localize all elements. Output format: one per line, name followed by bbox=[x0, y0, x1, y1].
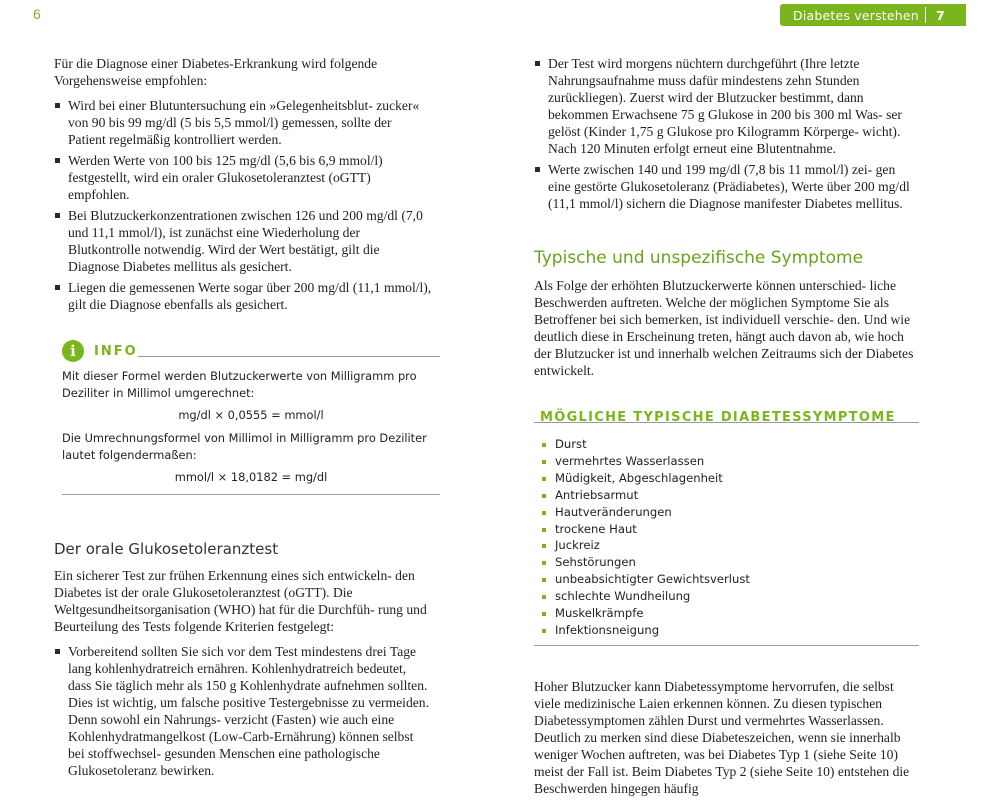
ogtt-list bbox=[54, 643, 432, 779]
ogtt-heading: Der orale Glukosetoleranztest bbox=[54, 540, 279, 558]
info-box bbox=[62, 340, 440, 495]
formula-mmol-to-mg: mmol/l × 18,0182 = mg/dl bbox=[174, 470, 328, 484]
info-text-2: Die Umrechnungsformel von Millimol in Milligramm pro Deziliter lautet folgendermaßen: bbox=[62, 431, 427, 462]
symptoms-box-title: MÖGLICHE TYPISCHE DIABETESSYMPTOME bbox=[540, 410, 896, 425]
info-title: INFO bbox=[94, 344, 138, 359]
left-page-number: 6 bbox=[33, 6, 41, 22]
right-column-bottom bbox=[534, 678, 918, 797]
left-column-top bbox=[54, 55, 432, 317]
list-item: Antriebsarmut bbox=[534, 487, 919, 504]
list-item: unbeabsichtigter Gewichtsverlust bbox=[534, 571, 919, 588]
chapter-title: Diabetes verstehen bbox=[793, 7, 919, 23]
info-top-rule bbox=[138, 356, 440, 357]
symptoms-intro: Als Folge der erhöhten Blutzuckerwerte können unterschied- liche Beschwerden auftreten. Welche der möglichen Symptome Sie als Betroffener bei sich bemerken, ist individuell verschie- den. Und wie deutlich diese in Erscheinung treten, hängt auch davon ab, wie hoch der Blutzucker ist und innerhalb welchen Zeitraums sich der Diabetes entwickelt. bbox=[534, 278, 914, 378]
list-item: Liegen die gemessenen Werte sogar über 200 mg/dl (11,1 mmol/l), gilt die Diagnose ebenfalls als gesichert. bbox=[54, 279, 432, 313]
chapter-header-tab bbox=[780, 4, 966, 26]
diagnosis-intro: Für die Diagnose einer Diabetes-Erkrankung wird folgende Vorgehensweise empfohlen: bbox=[54, 56, 378, 88]
info-text-1: Mit dieser Formel werden Blutzuckerwerte von Milligramm pro Deziliter in Millimol umgerechnet: bbox=[62, 369, 417, 400]
info-bottom-rule bbox=[62, 494, 440, 495]
list-item: Durst bbox=[534, 436, 919, 453]
symptoms-closing-paragraph: Hoher Blutzucker kann Diabetessymptome hervorrufen, die selbst viele medizinische Laien erkennen können. Zu diesen typischen Diabetessymptomen zählen Durst und vermehrtes Wasserlassen. Deutlich zu merken sind diese Diabeteszeichen, wenn sie innerhalb weniger Wochen auftreten, was bei Diabetes Typ 1 (siehe Seite 10) meist der Fall ist. Beim Diabetes Typ 2 (siehe Seite 10) entstehen die Beschwerden hingegen häufig bbox=[534, 679, 910, 796]
list-item: Sehstörungen bbox=[534, 554, 919, 571]
list-item: Müdigkeit, Abgeschlagenheit bbox=[534, 470, 919, 487]
info-header bbox=[62, 340, 440, 364]
diagnosis-list bbox=[54, 97, 432, 313]
list-item: Bei Blutzuckerkonzentrationen zwischen 126 und 200 mg/dl (7,0 und 11,1 mmol/l), ist zunächst eine Wiederholung der Blutkontrolle notwendig. Wird der Wert bestätigt, gilt die Diagnose Diabetes mellitus als gesichert. bbox=[54, 207, 432, 275]
list-item: Wird bei einer Blutuntersuchung ein »Gelegenheitsblut- zucker« von 90 bis 99 mg/dl (5 bis 5,5 mmol/l) gemessen, sollte der Patient regelmäßig kontrolliert werden. bbox=[54, 97, 432, 148]
list-item: Juckreiz bbox=[534, 537, 919, 554]
symptoms-box bbox=[534, 408, 919, 646]
list-item: Werden Werte von 100 bis 125 mg/dl (5,6 bis 6,9 mmol/l) festgestellt, wird ein oraler Glukosetoleranztest (oGTT) empfohlen. bbox=[54, 152, 432, 203]
list-item: trockene Haut bbox=[534, 521, 919, 538]
list-item: Infektionsneigung bbox=[534, 622, 919, 639]
ogtt-intro: Ein sicherer Test zur frühen Erkennung eines sich entwickeln- den Diabetes ist der orale Glukosetoleranztest (oGTT). Die Weltgesundheitsorganisation (WHO) hat für die Durchfüh- rung und Beurteilung des Tests folgende Kriterien festgelegt: bbox=[54, 568, 427, 634]
left-column-bottom bbox=[54, 567, 432, 783]
symptoms-heading: Typische und unspezifische Symptome bbox=[534, 248, 864, 268]
list-item: Vorbereitend sollten Sie sich vor dem Test mindestens drei Tage lang kohlenhydratreich ernähren. Kohlenhydratreich bedeutet, dass Sie täglich mehr als 150 g Kohlenhydrate aufnehmen sollten. Dies ist wichtig, um falsche positive Testergebnisse zu vermeiden. Denn sowohl ein Nahrungs- verzicht (Fasten) wie auch eine Kohlenhydratmangelkost (Low-Carb-Ernährung) können selbst bei stoffwechsel- gesunden Menschen eine pathologische Glukosetoleranz bewirken. bbox=[54, 643, 432, 779]
symptoms-list bbox=[534, 436, 919, 639]
list-item: Muskelkrämpfe bbox=[534, 605, 919, 622]
info-body bbox=[62, 364, 440, 486]
list-item: schlechte Wundheilung bbox=[534, 588, 919, 605]
right-column-top bbox=[534, 55, 918, 216]
list-item: Hautveränderungen bbox=[534, 504, 919, 521]
right-page-number: 7 bbox=[936, 7, 945, 23]
symptoms-bottom-rule bbox=[534, 645, 919, 646]
list-item: Der Test wird morgens nüchtern durchgeführt (Ihre letzte Nahrungsaufnahme muss dafür mindestens zehn Stunden zurückliegen). Zuerst wird der Blutzucker bestimmt, dann bekommen Erwachsene 75 g Glukose in 200 bis 300 ml Was- ser gelöst (Kinder 1,75 g Glukose pro Kilogramm Körperge- wicht). Nach 120 Minuten erfolgt erneut eine Blutentnahme. bbox=[534, 55, 918, 157]
ogtt-procedure-list bbox=[534, 55, 918, 212]
info-icon: i bbox=[62, 340, 84, 362]
list-item: Werte zwischen 140 und 199 mg/dl (7,8 bis 11 mmol/l) zei- gen eine gestörte Glukosetoleranz (Prädiabetes), Werte über 200 mg/dl (11,1 mmol/l) sichern die Diagnose manifester Diabetes mellitus. bbox=[534, 161, 918, 212]
symptoms-box-header bbox=[534, 408, 919, 430]
symptoms-intro-block bbox=[534, 277, 918, 379]
formula-mg-to-mmol: mg/dl × 0,0555 = mmol/l bbox=[178, 408, 324, 422]
list-item: vermehrtes Wasserlassen bbox=[534, 453, 919, 470]
